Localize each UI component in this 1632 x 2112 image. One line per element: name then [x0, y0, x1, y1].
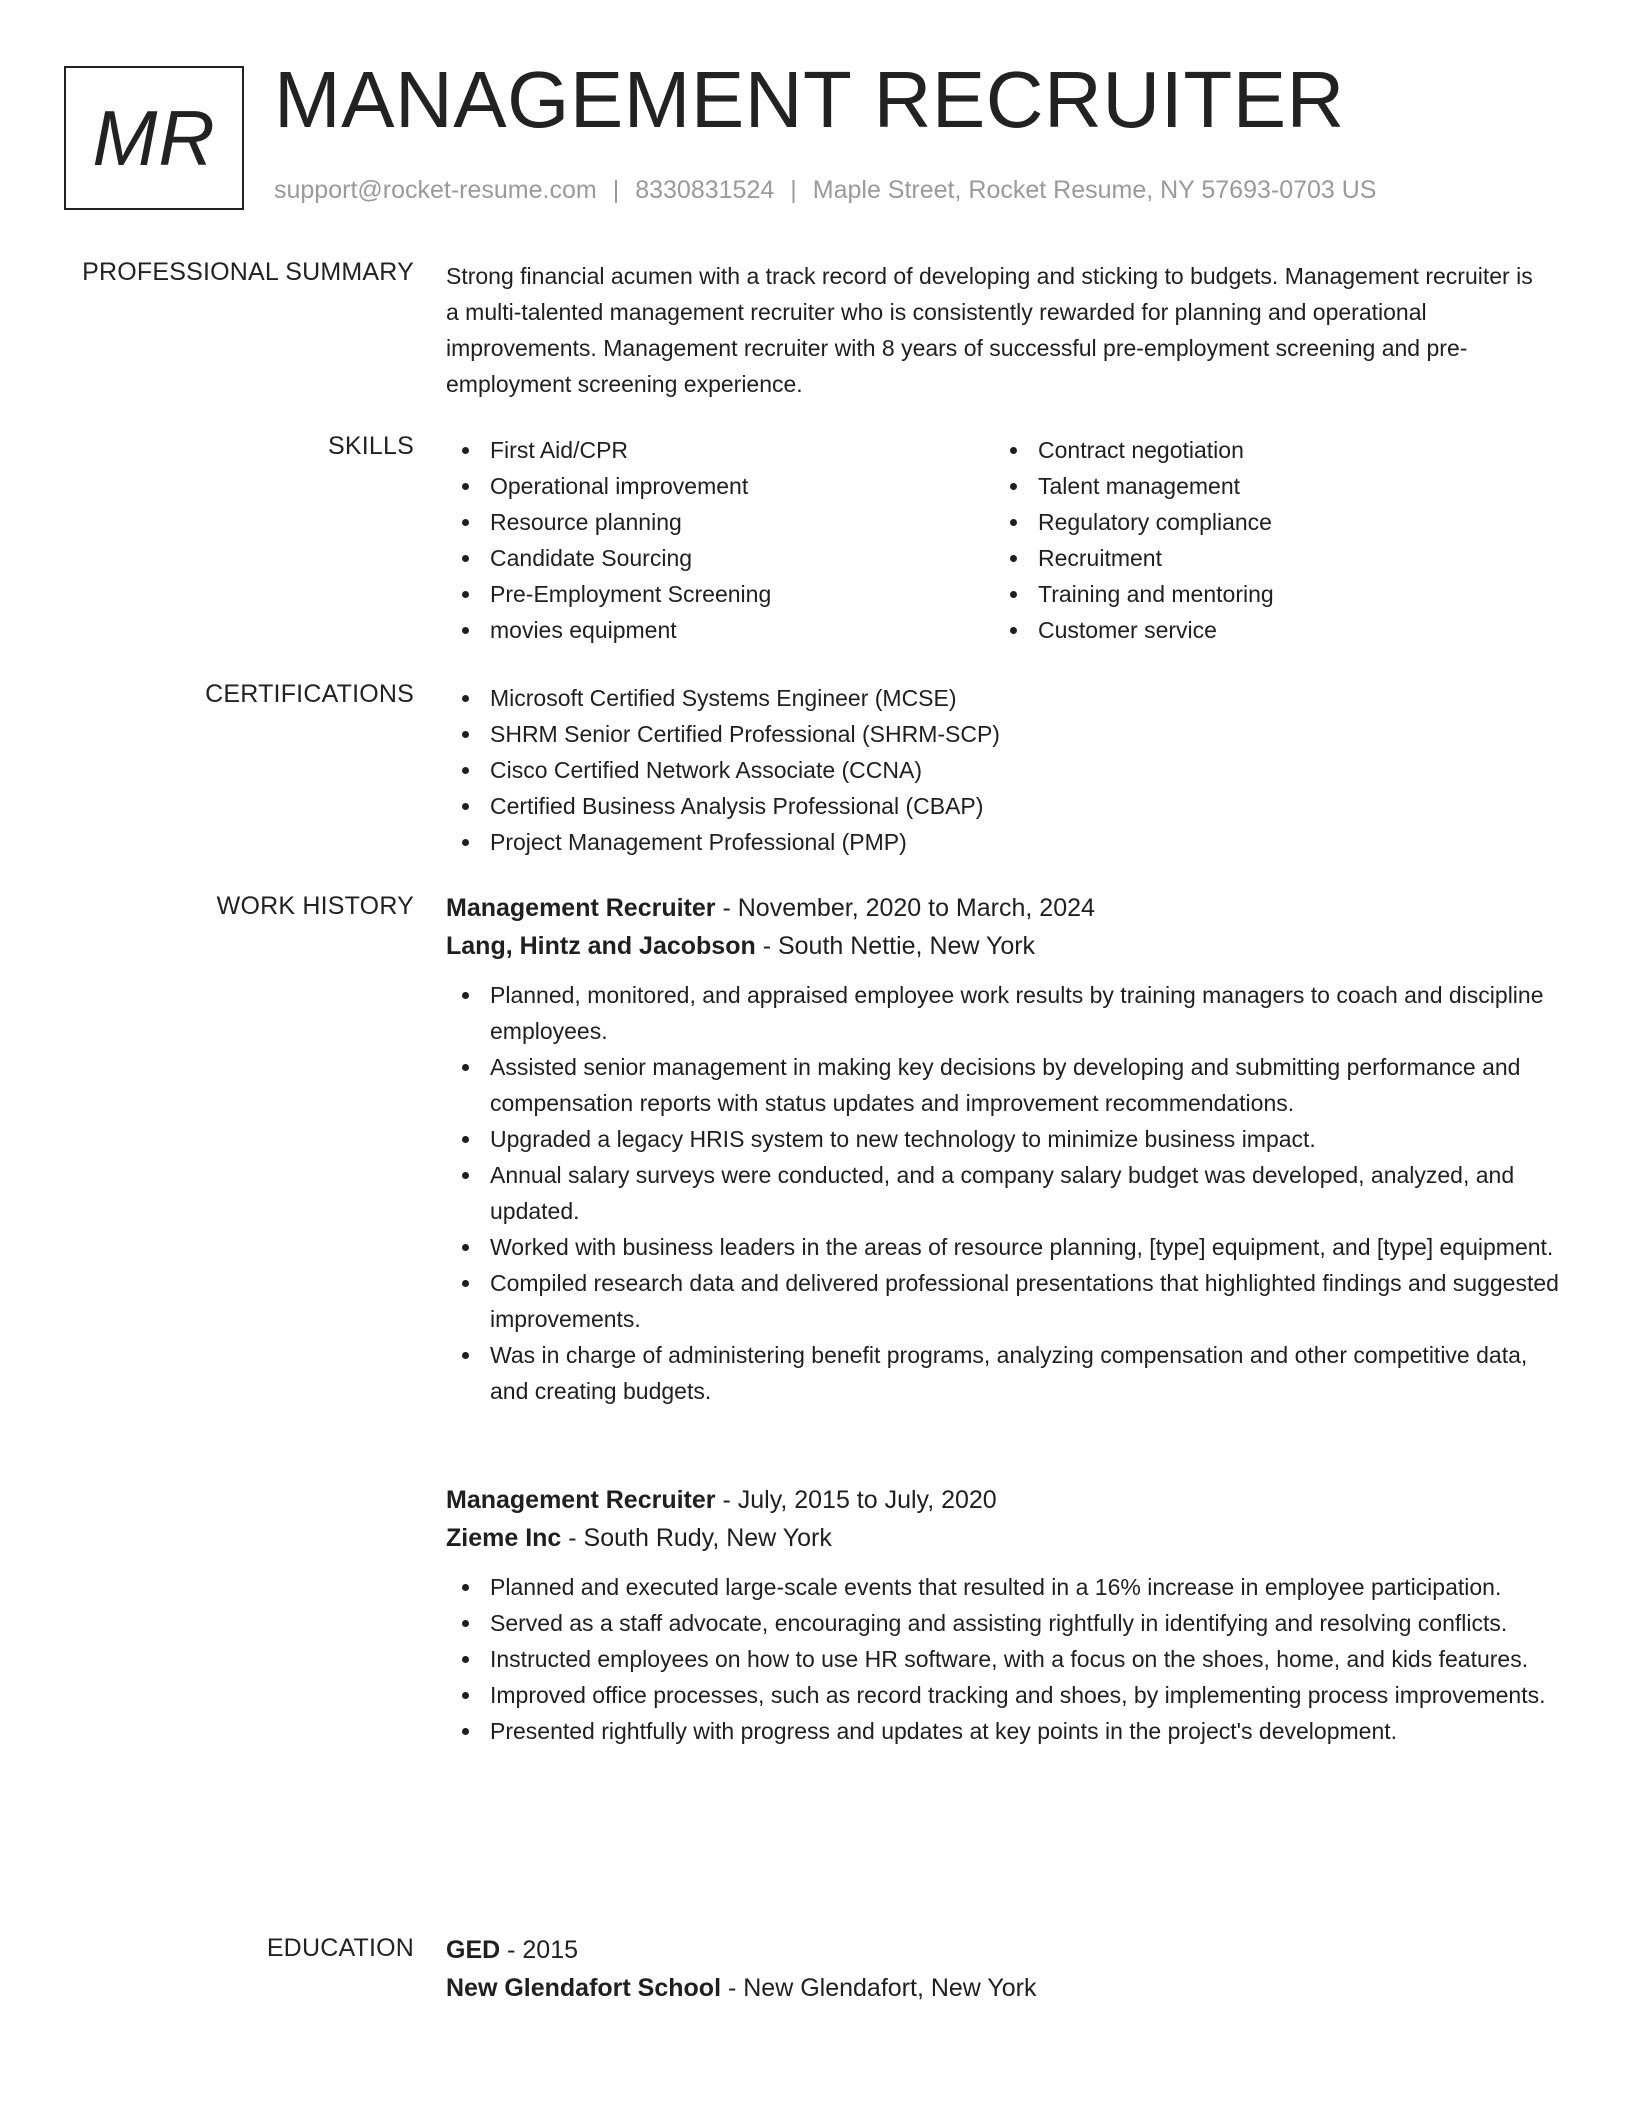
contact-line — [274, 176, 1377, 205]
job-bullet: Presented rightfully with progress and updates at key points in the project's development. — [446, 1713, 1566, 1749]
skill-item: Recruitment — [994, 540, 1542, 576]
certification-item: Microsoft Certified Systems Engineer (MCSE) — [446, 680, 1566, 716]
job-company-line — [446, 1519, 1566, 1557]
certification-item: Cisco Certified Network Associate (CCNA) — [446, 752, 1566, 788]
resume-name: MANAGEMENT RECRUITER — [274, 55, 1345, 144]
job-bullet: Improved office processes, such as record tracking and shoes, by implementing process improvements. — [446, 1677, 1566, 1713]
education-school: New Glendafort School — [446, 1974, 722, 2002]
skill-item: Operational improvement — [446, 468, 994, 504]
skills-heading: SKILLS — [328, 432, 414, 460]
job-location: - South Nettie, New York — [755, 932, 1036, 960]
skill-item: Candidate Sourcing — [446, 540, 994, 576]
education-school-line — [446, 1969, 1566, 2007]
job-title-line — [446, 1481, 1566, 1519]
skill-item: movies equipment — [446, 612, 994, 648]
contact-separator: | — [612, 176, 620, 204]
skill-item: Customer service — [994, 612, 1542, 648]
skill-item: Training and mentoring — [994, 576, 1542, 612]
certification-item: SHRM Senior Certified Professional (SHRM-SCP) — [446, 716, 1566, 752]
certifications-heading: CERTIFICATIONS — [205, 680, 414, 708]
job-entry — [446, 1481, 1566, 1749]
job-bullet: Compiled research data and delivered professional presentations that highlighted findings and suggested improvements. — [446, 1265, 1566, 1337]
skill-item: Resource planning — [446, 504, 994, 540]
skill-item: Pre-Employment Screening — [446, 576, 994, 612]
education-heading: EDUCATION — [266, 1934, 414, 1962]
job-bullets — [446, 977, 1566, 1409]
job-company: Lang, Hintz and Jacobson — [446, 932, 756, 960]
skills-list — [446, 432, 1566, 648]
job-bullet: Upgraded a legacy HRIS system to new technology to minimize business impact. — [446, 1121, 1566, 1157]
job-title-line — [446, 889, 1566, 927]
skill-item: First Aid/CPR — [446, 432, 994, 468]
certifications-list — [446, 680, 1566, 860]
skill-item: Talent management — [994, 468, 1542, 504]
skills-column-left — [446, 432, 994, 648]
job-company-line — [446, 927, 1566, 965]
contact-phone[interactable]: 8330831524 — [635, 176, 775, 204]
job-bullet: Planned, monitored, and appraised employee work results by training managers to coach and discipline employees. — [446, 977, 1566, 1049]
education-degree: GED — [446, 1936, 501, 1964]
job-bullet: Assisted senior management in making key decisions by developing and submitting performance and compensation reports with status updates and improvement recommendations. — [446, 1049, 1566, 1121]
education-degree-line — [446, 1931, 1566, 1969]
monogram-badge: MR — [64, 66, 244, 210]
skill-item: Regulatory compliance — [994, 504, 1542, 540]
summary-heading: PROFESSIONAL SUMMARY — [82, 258, 414, 286]
job-dates: - November, 2020 to March, 2024 — [715, 894, 1095, 922]
job-bullet: Annual salary surveys were conducted, and a company salary budget was developed, analyzed, and updated. — [446, 1157, 1566, 1229]
job-bullet: Served as a staff advocate, encouraging and assisting rightfully in identifying and resolving conflicts. — [446, 1605, 1566, 1641]
certification-item: Project Management Professional (PMP) — [446, 824, 1566, 860]
contact-address: Maple Street, Rocket Resume, NY 57693-0703 US — [812, 176, 1377, 204]
education-location: - New Glendafort, New York — [721, 1974, 1037, 2002]
job-bullet: Worked with business leaders in the areas of resource planning, [type] equipment, and [type] equipment. — [446, 1229, 1566, 1265]
skill-item: Contract negotiation — [994, 432, 1542, 468]
job-bullet: Instructed employees on how to use HR software, with a focus on the shoes, home, and kids features. — [446, 1641, 1566, 1677]
job-bullet: Was in charge of administering benefit programs, analyzing compensation and other competitive data, and creating budgets. — [446, 1337, 1566, 1409]
job-dates: - July, 2015 to July, 2020 — [715, 1486, 997, 1514]
job-title: Management Recruiter — [446, 1486, 716, 1514]
education-entry — [446, 1931, 1566, 2007]
certifications-body — [446, 680, 1566, 860]
job-company: Zieme Inc — [446, 1524, 562, 1552]
job-title: Management Recruiter — [446, 894, 716, 922]
contact-email[interactable]: support@rocket-resume.com — [274, 176, 597, 204]
job-bullets — [446, 1569, 1566, 1749]
job-entry — [446, 889, 1566, 1409]
skills-column-right — [994, 432, 1542, 648]
certification-item: Certified Business Analysis Professional (CBAP) — [446, 788, 1566, 824]
summary-text: Strong financial acumen with a track record of developing and sticking to budgets. Management recruiter is a multi-talented management recruiter who is consistently rewarded for planning and operational improvements. Management recruiter with 8 years of successful pre-employment screening and pre-employment screening experience. — [446, 263, 1533, 397]
job-location: - South Rudy, New York — [561, 1524, 832, 1552]
job-bullet: Planned and executed large-scale events that resulted in a 16% increase in employee participation. — [446, 1569, 1566, 1605]
work-history-heading: WORK HISTORY — [216, 892, 414, 920]
contact-separator: | — [790, 176, 797, 204]
education-year: - 2015 — [500, 1936, 579, 1964]
